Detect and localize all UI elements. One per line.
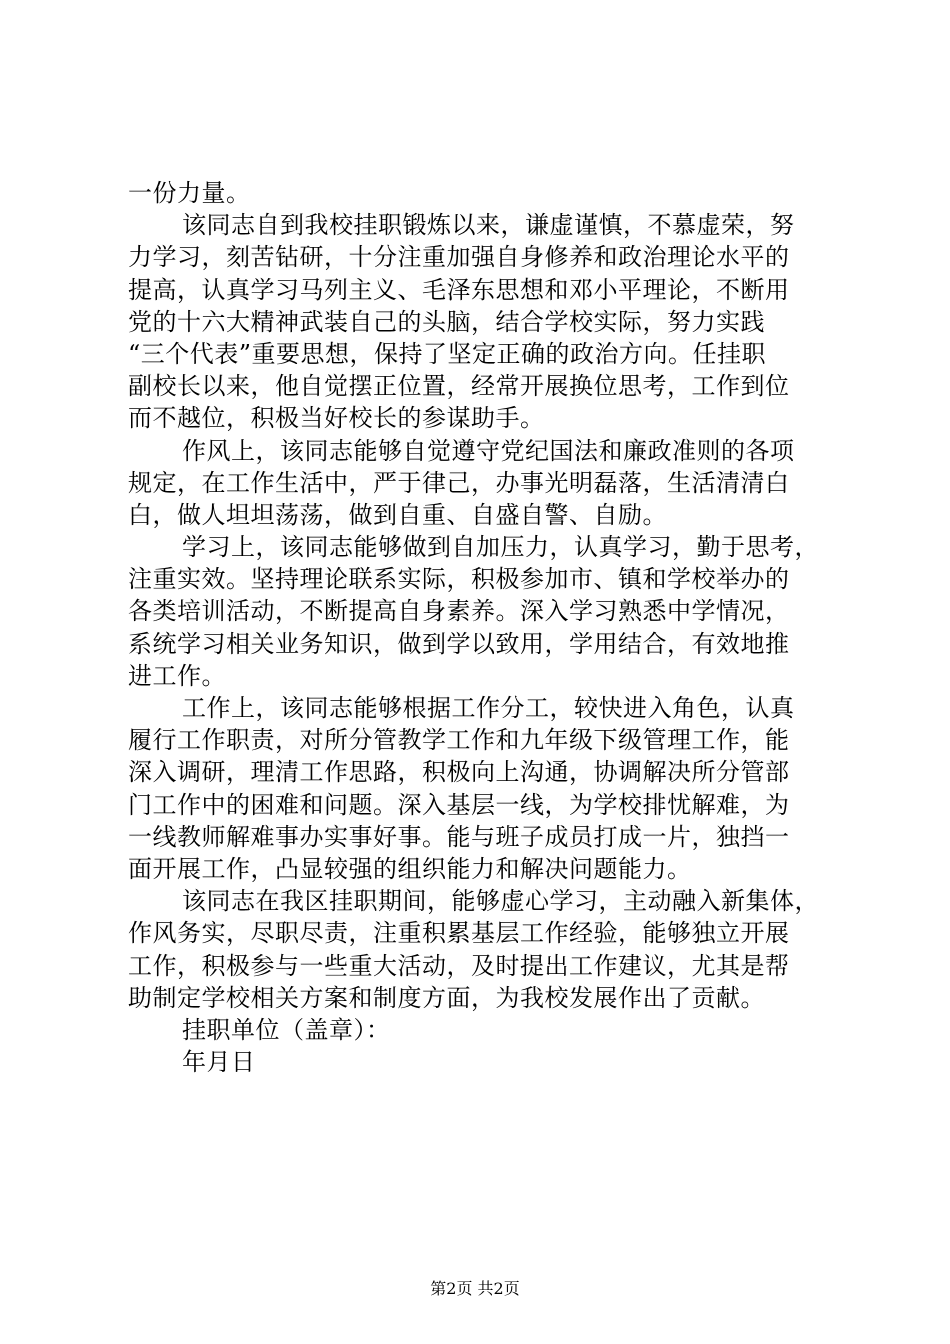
paragraph (128, 209, 834, 434)
text-line: 力学习，刻苦钻研，十分注重加强自身修养和政治理论水平的 (128, 243, 790, 272)
text-line: 而不越位，积极当好校长的参谋助手。 (128, 404, 545, 433)
text-line: 深入调研，理清工作思路，积极向上沟通，协调解决所分管部 (128, 758, 790, 787)
paragraph (128, 435, 834, 532)
text-line: 副校长以来，他自觉摆正位置，经常开展换位思考，工作到位 (128, 372, 790, 401)
text-line: 各类培训活动，不断提高自身素养。深入学习熟悉中学情况， (128, 597, 790, 626)
document-body (128, 177, 834, 1078)
text-line: 作风务实，尽职尽责，注重积累基层工作经验，能够独立开展 (128, 919, 790, 948)
text-line: 该同志自到我校挂职锻炼以来，谦虚谨慎，不慕虚荣，努 (182, 211, 795, 240)
paragraph (128, 1046, 834, 1078)
text-line: “三个代表”重要思想，保持了坚定正确的政治方向。任挂职 (128, 339, 767, 368)
text-line: 年月日 (182, 1048, 256, 1077)
text-line: 履行工作职责，对所分管教学工作和九年级下级管理工作，能 (128, 726, 790, 755)
paragraph (128, 1014, 834, 1046)
text-line: 进工作。 (128, 661, 226, 690)
text-line: 挂职单位（盖章）： (182, 1015, 391, 1044)
paragraph (128, 885, 834, 1014)
text-line: 工作，积极参与一些重大活动，及时提出工作建议，尤其是帮 (128, 951, 790, 980)
text-line: 工作上，该同志能够根据工作分工，较快进入角色，认真 (182, 694, 795, 722)
text-line: 面开展工作，凸显较强的组织能力和解决问题能力。 (128, 854, 692, 883)
page-footer: 第2页 共2页 (430, 1279, 520, 1298)
text-line: 作风上，该同志能够自觉遵守党纪国法和廉政准则的各项 (182, 436, 795, 465)
text-line: 门工作中的困难和问题。深入基层一线，为学校排忧解难，为 (128, 790, 790, 819)
text-line: 注重实效。坚持理论联系实际，积极参加市、镇和学校举办的 (128, 565, 790, 594)
text-line: 规定，在工作生活中，严于律己，办事光明磊落，生活清清白 (128, 468, 790, 497)
text-line: 学习上，该同志能够做到自加压力，认真学习，勤于思考， (182, 533, 819, 562)
text-line: 白，做人坦坦荡荡，做到自重、自盛自警、自励。 (128, 500, 667, 529)
paragraph (128, 177, 834, 209)
text-line: 一线教师解难事办实事好事。能与班子成员打成一片，独挡一 (128, 822, 790, 851)
text-line: 系统学习相关业务知识，做到学以致用，学用结合，有效地推 (128, 629, 790, 658)
text-line: 一份力量。 (128, 179, 251, 207)
text-line: 党的十六大精神武装自己的头脑，结合学校实际，努力实践 (128, 307, 765, 336)
text-line: 该同志在我区挂职期间，能够虚心学习，主动融入新集体， (182, 887, 819, 916)
text-line: 助制定学校相关方案和制度方面，为我校发展作出了贡献。 (128, 983, 765, 1012)
text-line: 提高，认真学习马列主义、毛泽东思想和邓小平理论，不断用 (128, 275, 790, 304)
paragraph (128, 692, 834, 885)
paragraph (128, 531, 834, 692)
